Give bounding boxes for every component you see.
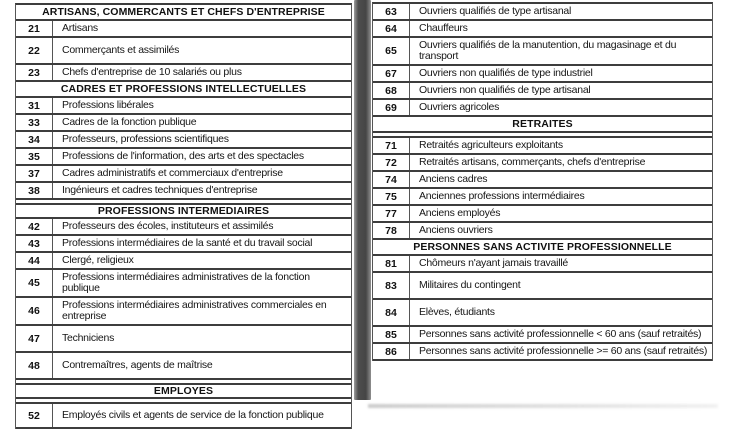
table-row	[16, 270, 351, 298]
section-header-row	[16, 203, 351, 219]
table-row	[373, 189, 712, 206]
csp-label-cell: Contremaîtres, agents de maîtrise	[62, 359, 213, 371]
csp-code-cell: 35	[16, 149, 53, 164]
csp-code-cell: 22	[16, 38, 53, 63]
csp-label-cell: Professions intermédiaires administratives commerciales en entreprise	[62, 299, 327, 322]
csp-label-cell: Professions intermédiaires administratives de la fonction publique	[62, 271, 310, 294]
table-row	[373, 327, 712, 344]
table-row	[16, 326, 351, 353]
table-row	[16, 132, 351, 149]
csp-label-cell: Retraités agriculteurs exploitants	[419, 139, 563, 151]
csp-label-cell: Professions intermédiaires de la santé et du travail social	[62, 237, 313, 249]
csp-code-cell: 71	[373, 138, 410, 153]
table-row	[373, 83, 712, 100]
csp-label-cell: Clergé, religieux	[62, 254, 134, 266]
csp-label-cell: Anciennes professions intermédiaires	[419, 190, 585, 202]
csp-code-cell: 72	[373, 155, 410, 170]
scan-artifact-smudge	[368, 404, 718, 408]
csp-label-cell: Chauffeurs	[419, 22, 468, 34]
table-row	[16, 115, 351, 132]
csp-label-cell: Commerçants et assimilés	[62, 44, 180, 56]
csp-code-cell: 34	[16, 132, 53, 147]
table-row	[16, 38, 351, 65]
table-row	[373, 66, 712, 83]
table-row	[373, 4, 712, 21]
table-row	[16, 253, 351, 270]
csp-label-cell: Militaires du contingent	[419, 279, 521, 291]
csp-code-cell: 52	[16, 404, 53, 427]
csp-code-cell: 74	[373, 172, 410, 187]
csp-label-cell: Ouvriers non qualifiés de type artisanal	[419, 84, 591, 96]
table-row	[16, 183, 351, 200]
csp-label-cell: Employés civils et agents de service de la fonction publique	[62, 409, 324, 421]
csp-label-cell: Ouvriers qualifiés de la manutention, du magasinage et du transport	[419, 39, 677, 62]
csp-code-cell: 83	[373, 273, 410, 298]
section-title: CADRES ET PROFESSIONS INTELLECTUELLES	[60, 83, 307, 95]
section-title: PERSONNES SANS ACTIVITE PROFESSIONNELLE	[413, 241, 672, 253]
table-row	[373, 256, 712, 273]
csp-label-cell: Techniciens	[62, 332, 115, 344]
section-title: ARTISANS, COMMERCANTS ET CHEFS D'ENTREPRISE	[42, 6, 325, 18]
csp-code-cell: 86	[373, 344, 410, 359]
csp-label-cell: Professeurs, professions scientifiques	[62, 133, 229, 145]
csp-code-cell: 31	[16, 98, 53, 113]
table-row	[373, 273, 712, 300]
section-header-row	[373, 240, 712, 256]
csp-label-cell: Personnes sans activité professionnelle >= 60 ans (sauf retraités)	[419, 345, 708, 357]
csp-code-cell: 21	[16, 21, 53, 36]
table-row	[16, 166, 351, 183]
table-row	[373, 344, 712, 361]
csp-code-cell: 33	[16, 115, 53, 130]
table-row	[16, 98, 351, 115]
csp-code-cell: 84	[373, 300, 410, 325]
table-row	[373, 21, 712, 38]
csp-code-cell: 81	[373, 256, 410, 271]
csp-label-cell: Personnes sans activité professionnelle < 60 ans (sauf retraités)	[419, 328, 702, 340]
section-title: RETRAITES	[512, 118, 573, 130]
table-row	[16, 236, 351, 253]
table-row	[373, 172, 712, 189]
csp-label-cell: Cadres de la fonction publique	[62, 116, 197, 128]
section-header-row	[373, 117, 712, 133]
csp-code-cell: 69	[373, 100, 410, 115]
csp-code-cell: 38	[16, 183, 53, 198]
csp-label-cell: Ouvriers non qualifiés de type industriel	[419, 67, 593, 79]
section-title: EMPLOYES	[153, 385, 214, 397]
csp-code-cell: 37	[16, 166, 53, 181]
csp-code-cell: 65	[373, 38, 410, 64]
table-row	[16, 298, 351, 326]
csp-label-cell: Ingénieurs et cadres techniques d'entreprise	[62, 184, 258, 196]
csp-code-cell: 63	[373, 4, 410, 19]
table-row	[16, 65, 351, 82]
csp-code-cell: 75	[373, 189, 410, 204]
table-row	[373, 136, 712, 155]
csp-code-cell: 45	[16, 270, 53, 296]
csp-label-cell: Anciens ouvriers	[419, 224, 493, 236]
table-row	[16, 21, 351, 38]
table-row	[373, 38, 712, 66]
csp-label-cell: Anciens cadres	[419, 173, 488, 185]
csp-label-cell: Ouvriers qualifiés de type artisanal	[419, 5, 572, 17]
table-row	[16, 219, 351, 236]
csp-code-cell: 23	[16, 65, 53, 80]
csp-code-cell: 46	[16, 298, 53, 324]
csp-code-cell: 85	[373, 327, 410, 342]
csp-table-left	[15, 3, 352, 429]
table-row	[16, 402, 351, 429]
csp-label-cell: Chômeurs n'ayant jamais travaillé	[419, 257, 568, 269]
csp-table-right	[372, 2, 713, 361]
csp-code-cell: 77	[373, 206, 410, 221]
csp-label-cell: Cadres administratifs et commerciaux d'entreprise	[62, 167, 283, 179]
table-row	[373, 155, 712, 172]
csp-label-cell: Chefs d'entreprise de 10 salariés ou plus	[62, 66, 242, 78]
csp-label-cell: Professions libérales	[62, 99, 154, 111]
csp-label-cell: Anciens employés	[419, 207, 501, 219]
section-header-row	[16, 5, 351, 21]
table-row	[16, 149, 351, 166]
section-title: PROFESSIONS INTERMEDIAIRES	[97, 205, 270, 217]
csp-code-cell: 42	[16, 219, 53, 234]
csp-code-cell: 48	[16, 353, 53, 378]
csp-code-cell: 67	[373, 66, 410, 81]
section-header-row	[16, 82, 351, 98]
csp-code-cell: 68	[373, 83, 410, 98]
csp-label-cell: Professions de l'information, des arts et des spectacles	[62, 150, 304, 162]
page-divider-bar	[354, 0, 371, 400]
table-row	[373, 300, 712, 327]
csp-label-cell: Professeurs des écoles, instituteurs et assimilés	[62, 220, 274, 232]
csp-label-cell: Retraités artisans, commerçants, chefs d'entreprise	[419, 156, 646, 168]
table-row	[373, 223, 712, 240]
csp-code-cell: 64	[373, 21, 410, 36]
csp-label-cell: Ouvriers agricoles	[419, 101, 500, 113]
csp-code-cell: 78	[373, 223, 410, 238]
csp-label-cell: Artisans	[62, 22, 98, 34]
table-row	[16, 353, 351, 380]
csp-label-cell: Elèves, étudiants	[419, 306, 495, 318]
csp-code-cell: 43	[16, 236, 53, 251]
csp-code-cell: 44	[16, 253, 53, 268]
section-header-row	[16, 383, 351, 399]
csp-code-cell: 47	[16, 326, 53, 351]
table-row	[373, 206, 712, 223]
table-row	[373, 100, 712, 117]
